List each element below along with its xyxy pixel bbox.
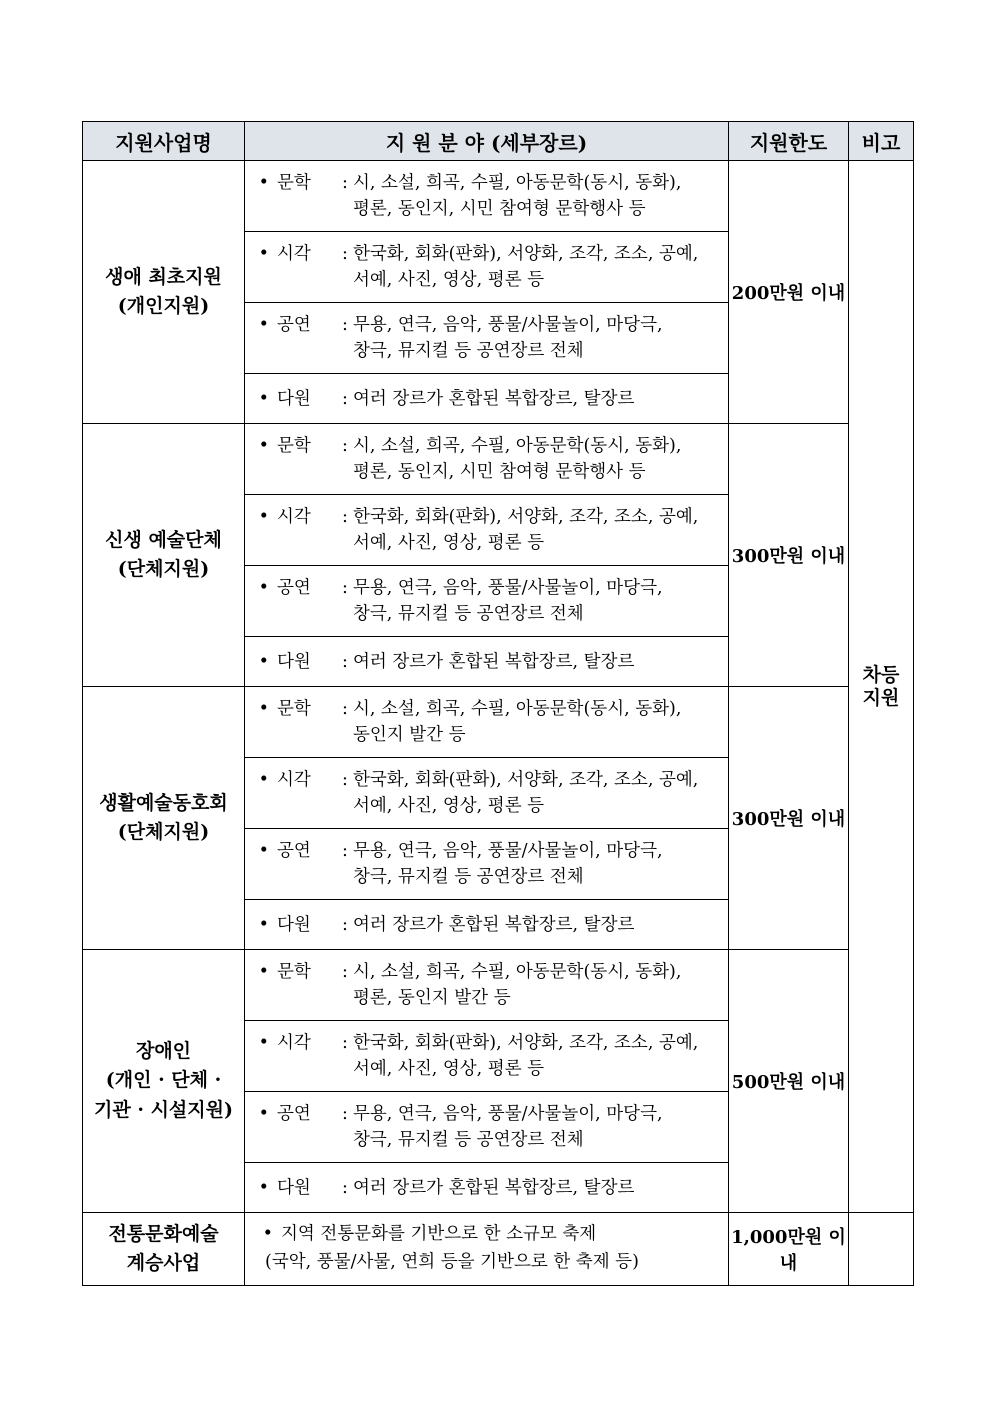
genre-line — [245, 1030, 728, 1056]
colon: : — [342, 1033, 348, 1053]
genre-detail-continued: 동인지 발간 등 — [353, 725, 466, 745]
support-program-table — [82, 121, 914, 1286]
support-field-cell — [245, 303, 729, 374]
program-name-line: 신생 예술단체 — [105, 528, 222, 551]
bullet-icon: • — [258, 962, 269, 982]
support-field-cell — [245, 758, 729, 829]
genre-detail: 한국화, 회화(판화), 서양화, 조각, 조소, 공예, — [353, 244, 699, 264]
table-row — [83, 424, 914, 495]
genre-line — [245, 241, 728, 267]
bullet-icon: • — [262, 1224, 273, 1244]
bullet-icon: • — [258, 578, 269, 598]
genre-label: 다원 — [277, 651, 311, 672]
colon: : — [342, 770, 348, 790]
genre-detail: 한국화, 회화(판화), 서양화, 조각, 조소, 공예, — [353, 770, 699, 790]
festival-line — [245, 1221, 728, 1247]
table-row — [83, 161, 914, 232]
genre-line — [245, 504, 728, 530]
bullet-icon: • — [258, 914, 269, 935]
genre-detail: 한국화, 회화(판화), 서양화, 조각, 조소, 공예, — [353, 507, 699, 527]
bullet-icon: • — [258, 388, 269, 409]
header-program-name: 지원사업명 — [83, 122, 245, 161]
genre-detail: 시, 소설, 희곡, 수필, 아동문학(동시, 동화), — [353, 699, 682, 719]
genre-label: 시각 — [277, 507, 311, 527]
support-field-cell — [245, 637, 729, 687]
genre-detail: 한국화, 회화(판화), 서양화, 조각, 조소, 공예, — [353, 1033, 699, 1053]
colon: : — [342, 1104, 348, 1124]
note-cell-empty — [849, 1213, 914, 1286]
genre-detail-continued: 평론, 동인지, 시민 참여형 문학행사 등 — [353, 199, 646, 219]
genre-label: 시각 — [277, 1033, 311, 1053]
genre-line — [245, 170, 728, 196]
bullet-icon: • — [258, 507, 269, 527]
program-name-line: 생활예술동호회 — [99, 791, 228, 814]
note-cell — [849, 161, 914, 1213]
support-field-cell — [245, 900, 729, 950]
genre-line — [245, 767, 728, 793]
program-name-line: (단체지원) — [117, 821, 210, 843]
bullet-icon: • — [258, 436, 269, 456]
program-name-cell — [83, 1213, 245, 1286]
genre-detail: 여러 장르가 혼합된 복합장르, 탈장르 — [353, 914, 635, 935]
colon: : — [342, 699, 348, 719]
support-field-cell — [245, 687, 729, 758]
program-name-line: 장애인 — [135, 1039, 192, 1062]
genre-line — [245, 838, 728, 864]
support-field-cell — [245, 1092, 729, 1163]
support-limit-cell: 300만원 이내 — [729, 424, 849, 687]
program-name-cell — [83, 687, 245, 950]
genre-label: 다원 — [277, 388, 311, 409]
genre-detail-continued: 창극, 뮤지컬 등 공연장르 전체 — [353, 867, 584, 887]
program-name-cell — [83, 950, 245, 1213]
program-name-line: 계승사업 — [126, 1252, 201, 1274]
genre-label: 공연 — [277, 578, 311, 598]
genre-line — [245, 959, 728, 985]
bullet-icon: • — [258, 173, 269, 193]
colon: : — [342, 507, 348, 527]
colon: : — [342, 436, 348, 456]
support-field-cell — [245, 161, 729, 232]
genre-line — [245, 1101, 728, 1127]
genre-label: 공연 — [277, 315, 311, 335]
bullet-icon: • — [258, 699, 269, 719]
genre-label: 시각 — [277, 244, 311, 264]
program-name-line: (개인지원) — [117, 295, 210, 317]
genre-label: 다원 — [277, 914, 311, 935]
bullet-icon: • — [258, 651, 269, 672]
support-field-cell — [245, 1213, 729, 1286]
table-header-row — [83, 122, 914, 161]
bullet-icon: • — [258, 1177, 269, 1198]
festival-detail-continued: (국악, 풍물/사물, 연희 등을 기반으로 한 축제 등) — [265, 1252, 639, 1272]
bullet-icon: • — [258, 1033, 269, 1053]
bullet-icon: • — [258, 770, 269, 790]
table-row — [83, 687, 914, 758]
genre-label: 공연 — [277, 841, 311, 861]
genre-detail: 시, 소설, 희곡, 수필, 아동문학(동시, 동화), — [353, 436, 682, 456]
genre-detail-continued: 서예, 사진, 영상, 평론 등 — [353, 270, 545, 290]
colon: : — [342, 651, 348, 672]
header-support-field: 지 원 분 야 (세부장르) — [245, 122, 729, 161]
genre-detail-continued: 창극, 뮤지컬 등 공연장르 전체 — [353, 1130, 584, 1150]
genre-detail: 여러 장르가 혼합된 복합장르, 탈장르 — [353, 651, 635, 672]
genre-detail-continued: 서예, 사진, 영상, 평론 등 — [353, 796, 545, 816]
genre-detail-continued: 창극, 뮤지컬 등 공연장르 전체 — [353, 604, 584, 624]
support-field-cell — [245, 1021, 729, 1092]
genre-detail: 시, 소설, 희곡, 수필, 아동문학(동시, 동화), — [353, 173, 682, 193]
genre-detail-continued: 서예, 사진, 영상, 평론 등 — [353, 1059, 545, 1079]
genre-line — [245, 649, 728, 675]
table-row — [83, 950, 914, 1021]
genre-detail-continued: 창극, 뮤지컬 등 공연장르 전체 — [353, 341, 584, 361]
genre-detail-continued: 서예, 사진, 영상, 평론 등 — [353, 533, 545, 553]
festival-detail: 지역 전통문화를 기반으로 한 소규모 축제 — [281, 1224, 597, 1244]
genre-line — [245, 575, 728, 601]
genre-detail-continued: 평론, 동인지, 시민 참여형 문학행사 등 — [353, 462, 646, 482]
genre-detail: 여러 장르가 혼합된 복합장르, 탈장르 — [353, 1177, 635, 1198]
program-name-cell — [83, 424, 245, 687]
header-support-limit: 지원한도 — [729, 122, 849, 161]
bullet-icon: • — [258, 1104, 269, 1124]
support-limit-cell: 200만원 이내 — [729, 161, 849, 424]
bullet-icon: • — [258, 841, 269, 861]
genre-detail: 무용, 연극, 음악, 풍물/사물놀이, 마당극, — [353, 315, 663, 335]
genre-label: 공연 — [277, 1104, 311, 1124]
genre-label: 문학 — [277, 436, 311, 456]
program-name-line: 기관 · 시설지원) — [94, 1098, 233, 1121]
colon: : — [342, 315, 348, 335]
genre-detail-continued: 평론, 동인지 발간 등 — [353, 988, 511, 1008]
genre-label: 문학 — [277, 173, 311, 193]
bullet-icon: • — [258, 315, 269, 335]
genre-line — [245, 912, 728, 938]
genre-line — [245, 1175, 728, 1201]
genre-detail: 시, 소설, 희곡, 수필, 아동문학(동시, 동화), — [353, 962, 682, 982]
genre-label: 문학 — [277, 962, 311, 982]
genre-detail: 무용, 연극, 음악, 풍물/사물놀이, 마당극, — [353, 578, 663, 598]
genre-detail: 여러 장르가 혼합된 복합장르, 탈장르 — [353, 388, 635, 409]
genre-label: 시각 — [277, 770, 311, 790]
note-line: 차등 — [862, 663, 900, 686]
table-body — [83, 161, 914, 1286]
support-field-cell — [245, 950, 729, 1021]
colon: : — [342, 388, 348, 409]
program-name-cell — [83, 161, 245, 424]
support-field-cell — [245, 374, 729, 424]
genre-detail: 무용, 연극, 음악, 풍물/사물놀이, 마당극, — [353, 841, 663, 861]
program-name-line: (개인 · 단체 · — [105, 1069, 222, 1092]
support-field-cell — [245, 566, 729, 637]
program-name-line: 생애 최초지원 — [105, 265, 222, 288]
table-row-traditional — [83, 1213, 914, 1286]
genre-detail: 무용, 연극, 음악, 풍물/사물놀이, 마당극, — [353, 1104, 663, 1124]
colon: : — [342, 914, 348, 935]
genre-label: 다원 — [277, 1177, 311, 1198]
colon: : — [342, 578, 348, 598]
support-field-cell — [245, 1163, 729, 1213]
support-field-cell — [245, 424, 729, 495]
colon: : — [342, 841, 348, 861]
support-field-cell — [245, 829, 729, 900]
support-limit-cell: 1,000만원 이내 — [729, 1213, 849, 1286]
colon: : — [342, 962, 348, 982]
colon: : — [342, 173, 348, 193]
colon: : — [342, 244, 348, 264]
support-field-cell — [245, 232, 729, 303]
program-name-line: (단체지원) — [117, 558, 210, 580]
genre-label: 문학 — [277, 699, 311, 719]
colon: : — [342, 1177, 348, 1198]
note-line: 지원 — [862, 686, 900, 709]
genre-line — [245, 312, 728, 338]
program-name-line: 전통문화예술 — [108, 1222, 219, 1245]
genre-line — [245, 433, 728, 459]
genre-line — [245, 386, 728, 412]
support-limit-cell: 300만원 이내 — [729, 687, 849, 950]
support-field-cell — [245, 495, 729, 566]
genre-line — [245, 696, 728, 722]
support-limit-cell: 500만원 이내 — [729, 950, 849, 1213]
bullet-icon: • — [258, 244, 269, 264]
header-note: 비고 — [849, 122, 914, 161]
